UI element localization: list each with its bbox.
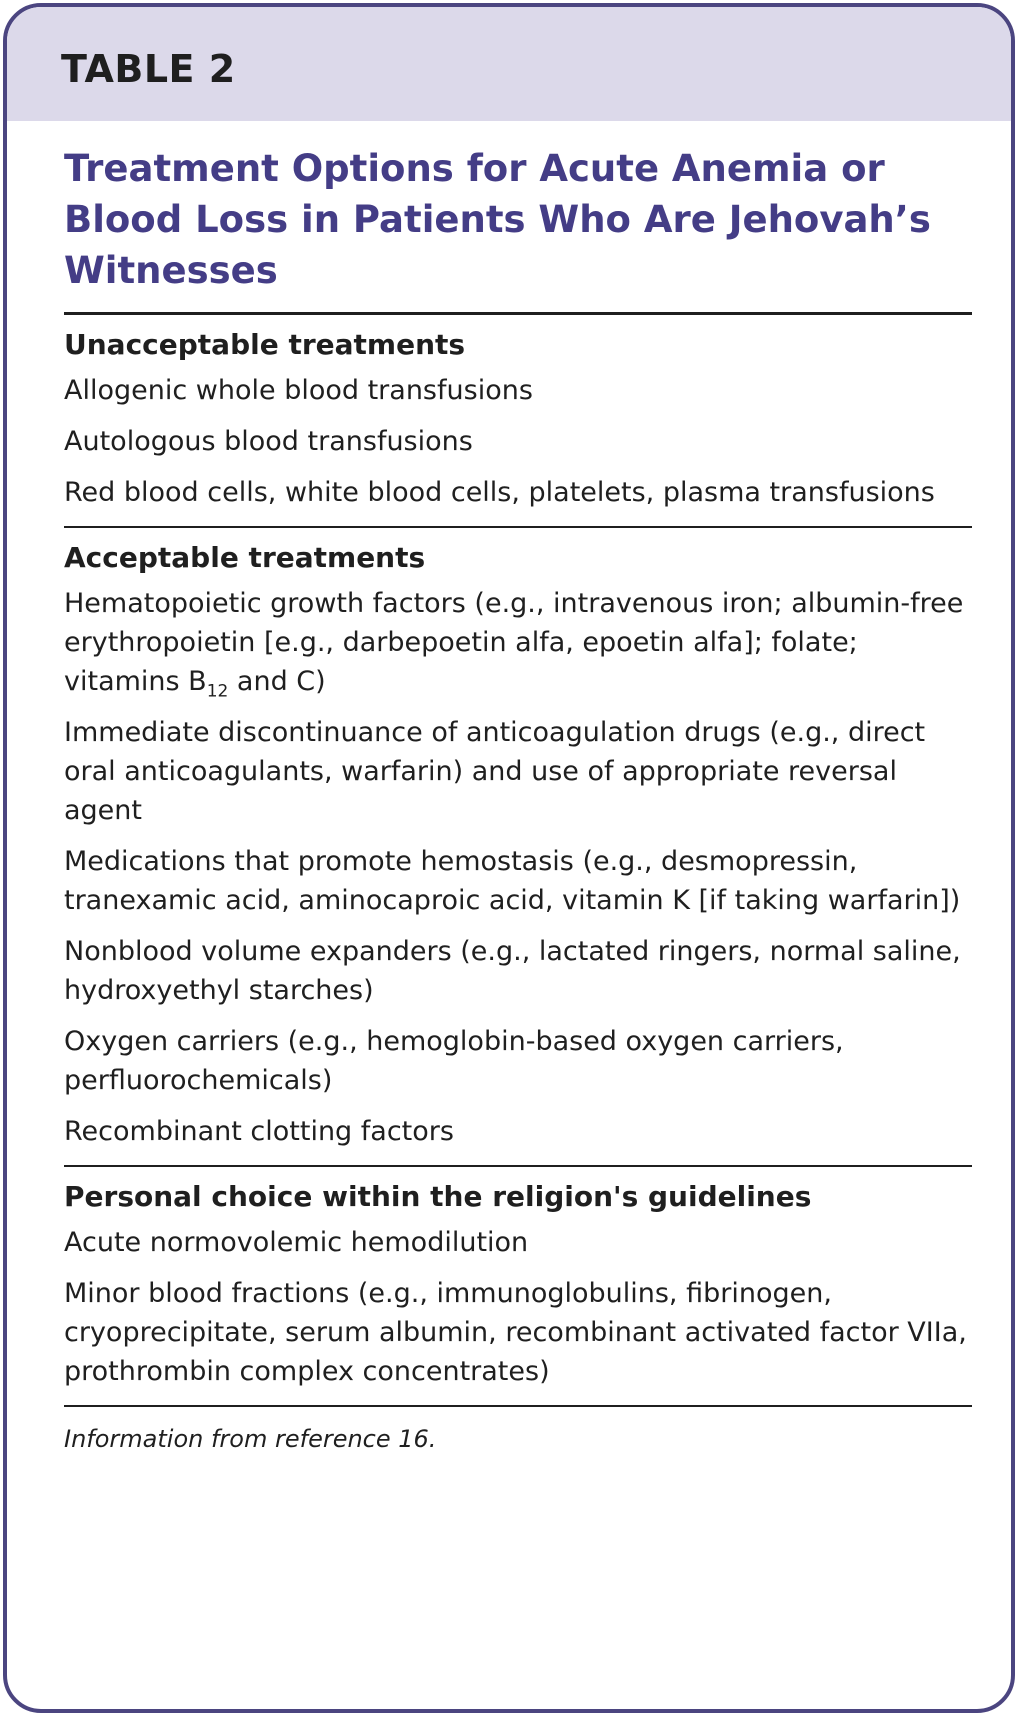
subscript: 12 [206, 681, 229, 702]
list-item: Recombinant clotting factors [64, 1116, 454, 1147]
list-item: Nonblood volume expanders (e.g., lactated ringers, normal saline, hydroxyethyl starches) [64, 936, 961, 1006]
section-unacceptable [64, 315, 972, 528]
list-item: Minor blood fractions (e.g., immunoglobulins, fibrinogen, cryoprecipitate, serum albumin, recombinant activated factor VIIa, prothrombin complex concentrates) [64, 1278, 967, 1387]
table-label: TABLE 2 [61, 47, 236, 91]
table-label-bar [7, 7, 1011, 121]
table-title: Treatment Options for Acute Anemia or Blood Loss in Patients Who Are Jehovah’s Witnesses [64, 143, 972, 315]
list-item [64, 584, 972, 701]
list-item: Oxygen carriers (e.g., hemoglobin-based oxygen carriers, perfluorochemicals) [64, 1026, 844, 1096]
section-personal-choice [64, 1167, 972, 1407]
section-heading: Personal choice within the religion's guidelines [64, 1180, 812, 1213]
list-item: Immediate discontinuance of anticoagulation drugs (e.g., direct oral anticoagulants, warfarin) and use of appropriate reversal agent [64, 717, 926, 826]
list-item: Acute normovolemic hemodilution [64, 1227, 529, 1258]
footnote: Information from reference 16. [64, 1425, 437, 1453]
list-item-tail: and C) [228, 666, 326, 697]
list-item: Allogenic whole blood transfusions [64, 375, 533, 406]
list-item-text: Hematopoietic growth factors (e.g., intravenous iron; albumin-free erythropoietin [e.g., darbepoetin alfa, epoetin alfa]; folate; vitamins B [64, 588, 964, 697]
table-content [64, 143, 972, 1457]
list-item: Medications that promote hemostasis (e.g., desmopressin, tranexamic acid, aminocaproic acid, vitamin K [if taking warfarin]) [64, 846, 961, 916]
table-frame [3, 3, 1015, 1713]
section-heading: Acceptable treatments [64, 541, 426, 574]
list-item: Autologous blood transfusions [64, 426, 473, 457]
section-heading: Unacceptable treatments [64, 328, 466, 361]
list-item: Red blood cells, white blood cells, platelets, plasma transfusions [64, 477, 935, 508]
section-acceptable [64, 528, 972, 1167]
